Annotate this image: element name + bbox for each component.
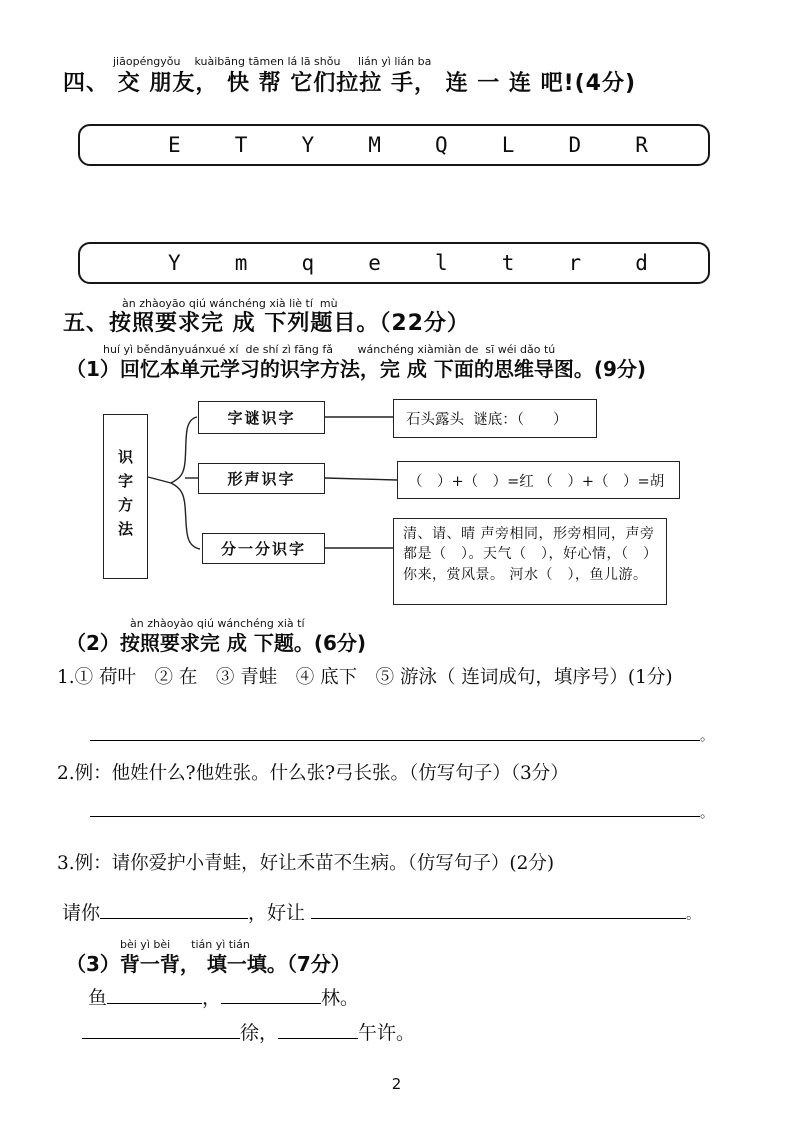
letter-upper: Q <box>435 133 448 157</box>
mindmap-diagram <box>0 396 793 611</box>
question-5 <box>0 298 793 1045</box>
q5-3-pinyin: bèi yì bèi tián yì tián <box>120 938 250 952</box>
period: 。 <box>700 805 714 822</box>
q5-2-item1: 1.① 荷叶 ② 在 ③ 青蛙 ④ 底下 ⑤ 游泳（ 连词成句，填序号）(1分) <box>57 667 673 688</box>
period: 。 <box>686 907 701 924</box>
letter-lower: Y <box>168 251 181 275</box>
q5-2-pinyin: àn zhàoyào qiú wánchéng xià tí <box>130 617 305 630</box>
fill-suffix: 林。 <box>321 987 360 1010</box>
letter-lower: m <box>234 251 248 275</box>
answer-blank <box>107 985 202 1004</box>
answer-blank <box>90 722 700 741</box>
q5-3-line2 <box>82 1020 793 1045</box>
mindmap-branch-3: 分一分识字 <box>202 533 325 564</box>
letter-lower: e <box>368 251 381 275</box>
letter-lower: r <box>568 251 582 275</box>
answer-blank <box>311 900 686 919</box>
q5-1-title: （1）回忆本单元学习的识字方法，完 成 下面的思维导图。(9分) <box>66 357 647 381</box>
letter-upper: D <box>568 133 582 157</box>
fill-prefix: 请你 <box>62 902 101 925</box>
answer-blank <box>100 900 248 919</box>
uppercase-letter-box <box>78 124 710 166</box>
letter-upper: T <box>234 133 248 157</box>
q5-2-item3-answer <box>62 900 793 927</box>
q5-1-pinyin: huí yì běndānyuánxué xí de shí zì fāng fǎ wánchéng xiàmiàn de sī wéi dǎo tú <box>103 343 556 356</box>
letter-lower: l <box>435 251 448 275</box>
letter-upper: E <box>168 133 181 157</box>
letter-upper: M <box>368 133 381 157</box>
q5-3-title: （3）背一背， 填一填。（7分） <box>66 952 351 977</box>
letter-lower: q <box>301 251 315 275</box>
mindmap-detail-1: 石头露头 谜底：（ ） <box>393 399 597 438</box>
mindmap-branch-1: 字谜识字 <box>198 401 325 434</box>
q4-title: 四、 交 朋友， 快 帮 它们拉拉 手， 连 一 连 吧!(4分) <box>63 71 637 96</box>
mindmap-detail-2: （ ）+（ ）=红 （ ）+（ ）=胡 <box>397 461 680 499</box>
fill-mid: 徐， <box>240 1022 279 1045</box>
q5-3-line1 <box>88 985 793 1010</box>
mindmap-root-node: 识字方法 <box>103 414 148 579</box>
fill-mid: ，好让 <box>248 902 312 925</box>
answer-blank <box>90 799 700 818</box>
question-4 <box>0 0 793 284</box>
lowercase-letter-box <box>78 242 710 284</box>
q5-2-item2: 2.例：他姓什么?他姓张。什么张?弓长张。（仿写句子）（3分） <box>57 762 569 784</box>
fill-mid: ， <box>202 987 222 1010</box>
fill-prefix: 鱼 <box>88 987 108 1010</box>
letter-lower: t <box>501 251 515 275</box>
q5-2-item3: 3.例：请你爱护小青蛙，好让禾苗不生病。（仿写句子）(2分) <box>57 853 555 875</box>
letter-upper: R <box>635 133 648 157</box>
answer-line-2 <box>90 799 793 822</box>
answer-line-1 <box>90 722 793 745</box>
q4-pinyin: jiāopéngyǒu kuàibāng tāmen lá lā shǒu lián yì lián ba <box>113 55 432 68</box>
page-number: 2 <box>391 1075 402 1094</box>
letter-upper: L <box>501 133 515 157</box>
mindmap-branch-2: 形声识字 <box>198 463 325 494</box>
period: 。 <box>700 728 714 745</box>
letter-lower: d <box>635 251 648 275</box>
fill-suffix: 午许。 <box>358 1022 416 1045</box>
q5-2-title: （2）按照要求完 成 下题。(6分) <box>66 631 367 655</box>
answer-blank <box>278 1020 358 1039</box>
answer-blank <box>82 1020 240 1039</box>
q5-title: 五、按照要求完 成 下列题目。（22分） <box>63 311 470 336</box>
mindmap-detail-3: 清、请、晴 声旁相同，形旁相同，声旁都是（ ）。天气（ ），好心情，（ ）你来，赏风景。 河水（ ），鱼儿游。 <box>393 518 667 605</box>
q5-pinyin: àn zhàoyāo qiú wánchéng xià liè tí mù <box>122 297 338 310</box>
answer-blank <box>221 985 321 1004</box>
letter-upper: Y <box>301 133 315 157</box>
